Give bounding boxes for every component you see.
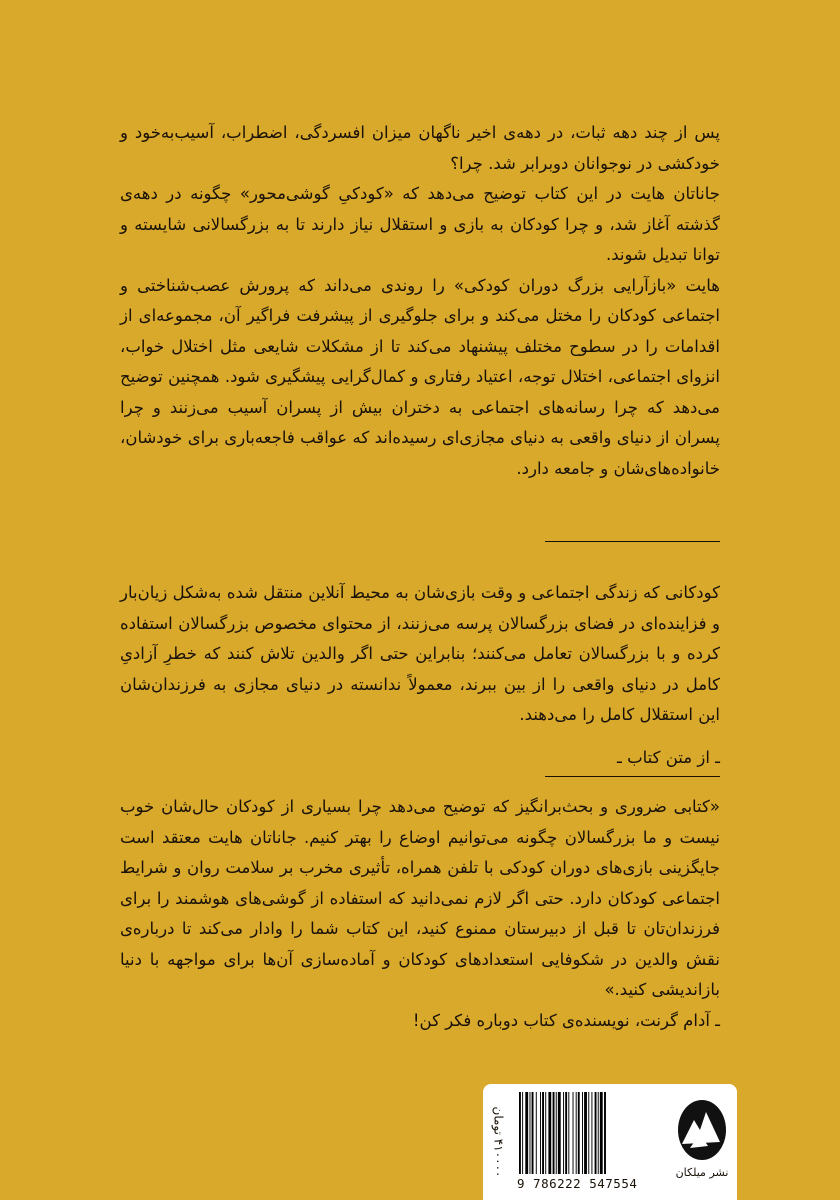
barcode-bar bbox=[584, 1092, 587, 1174]
barcode-bar bbox=[530, 1092, 531, 1174]
barcode-bar bbox=[600, 1092, 603, 1174]
excerpt-paragraph: کودکانی که زندگی اجتماعی و وقت بازی‌شان به محیط آنلاین منتقل شده به‌شکل زیان‌بار و فزاینده‌ای در فضای بزرگسالان پرسه می‌زنند، از محتوای مخصوص بزرگسالان استفاده کرده و با بزرگسالان تعامل می‌کنند؛ بنابراین حتی اگر والدین تلاش کنند که خطرِ آزادیِ کامل در دنیای واقعی را از بین ببرند، معمولاً ندانسته در دنیای مجازی به فرزندان‌شان این استقلال کامل را می‌دهند. bbox=[120, 583, 720, 724]
barcode-panel bbox=[483, 1084, 737, 1200]
review-attribution: ـ آدام گرنت، نویسنده‌ی کتاب دوباره فکر کن! bbox=[412, 1010, 720, 1030]
barcode-bar bbox=[556, 1092, 557, 1174]
barcode-bar bbox=[582, 1092, 583, 1174]
intro-paragraph-2: جاناتان هایت در این کتاب توضیح می‌دهد که «کودکیِ گوشی‌محور» چگونه در دهه‌ی گذشته آغاز شد، و چرا کودکان به بازی و استقلال نیاز دارند تا به بزرگسالانی شایسته و توانا تبدیل شوند. bbox=[120, 184, 720, 264]
excerpt-section bbox=[120, 578, 720, 773]
barcode-bar bbox=[588, 1092, 589, 1174]
isbn-digits: 9 786222 547554 bbox=[517, 1176, 638, 1191]
excerpt-source: ـ از متن کتاب ـ bbox=[617, 747, 720, 767]
barcode-bar bbox=[576, 1092, 577, 1174]
review-section bbox=[120, 792, 720, 1036]
review-quote: «کتابی ضروری و بحث‌برانگیز که توضیح می‌دهد چرا بسیاری از کودکان حال‌شان خوب نیست و ما بزرگسالان چگونه می‌توانیم اوضاع را بهتر کنیم. جاناتان هایت معتقد است جایگزینی بازی‌های دوران کودکی با تلفن همراه، تأثیری مخرب بر سلامت روان و شرایط اجتماعی کودکان دارد. حتی اگر لازم نمی‌دانید که استفاده از گوشی‌های هوشمند را برای فرزندان‌تان تا قبل از دبیرستان ممنوع کنید، این کتاب شما را وادار می‌کند تا درباره‌ی نقش والدین در شکوفایی استعدادهای کودکان و آماده‌سازی آن‌ها برای مواجهه با دنیا بازاندیشی کنید.» bbox=[120, 797, 720, 999]
mountain-logo-icon bbox=[676, 1098, 728, 1162]
barcode-bar bbox=[540, 1092, 541, 1174]
barcode-bar bbox=[565, 1092, 567, 1174]
barcode bbox=[517, 1092, 667, 1174]
barcode-bar bbox=[591, 1092, 592, 1174]
barcode-bar bbox=[548, 1092, 551, 1174]
barcode-bar bbox=[532, 1092, 534, 1174]
barcode-bar bbox=[578, 1092, 580, 1174]
barcode-bar bbox=[522, 1092, 523, 1174]
barcode-bar bbox=[604, 1092, 606, 1174]
barcode-bar bbox=[553, 1092, 555, 1174]
barcode-bars bbox=[517, 1092, 667, 1174]
divider-rule bbox=[545, 541, 720, 542]
intro-paragraph-3: هایت «بازآرایی بزرگ دوران کودکی» را روندی می‌داند که پرورش عصب‌شناختی و اجتماعی کودکان را مختل می‌کند و برای جلوگیری از پیشرفت فراگیر آن، مجموعه‌ای از اقدامات را در سطوح مختلف پیشنهاد می‌کند تا از مشکلات شایعی مثل اختلال خواب، انزوای اجتماعی، اختلال توجه، اعتیاد رفتاری و کمال‌گرایی پیشگیری شود. همچنین توضیح می‌دهد که چرا رسانه‌های اجتماعی به دختران بیش از پسران آسیب می‌زنند و چرا پسران از دنیای واقعی به دنیای مجازی‌ای رسیده‌اند که عواقب فاجعه‌باری برای خودشان، خانواده‌های‌شان و جامعه دارد. bbox=[120, 275, 720, 478]
barcode-bar bbox=[595, 1092, 597, 1174]
barcode-bar bbox=[563, 1092, 564, 1174]
intro-section bbox=[120, 118, 720, 484]
barcode-bar bbox=[545, 1092, 546, 1174]
barcode-bar bbox=[598, 1092, 599, 1174]
price-label: ۴۱۰۰۰۰ تومان bbox=[491, 1106, 506, 1178]
publisher-name: نشر میلکان bbox=[675, 1166, 729, 1179]
barcode-bar bbox=[536, 1092, 537, 1174]
barcode-bar bbox=[573, 1092, 574, 1174]
barcode-bar bbox=[525, 1092, 528, 1174]
barcode-bar bbox=[542, 1092, 544, 1174]
barcode-bar bbox=[519, 1092, 521, 1174]
barcode-bar bbox=[558, 1092, 561, 1174]
intro-paragraph-1: پس از چند دهه ثبات، در دهه‌ی اخیر ناگهان میزان افسردگی، اضطراب، آسیب‌به‌خود و خودکشی در نوجوانان دوبرابر شد. چرا؟ bbox=[120, 123, 720, 173]
publisher-logo bbox=[673, 1092, 731, 1194]
barcode-bar bbox=[568, 1092, 569, 1174]
divider-rule bbox=[545, 776, 720, 777]
